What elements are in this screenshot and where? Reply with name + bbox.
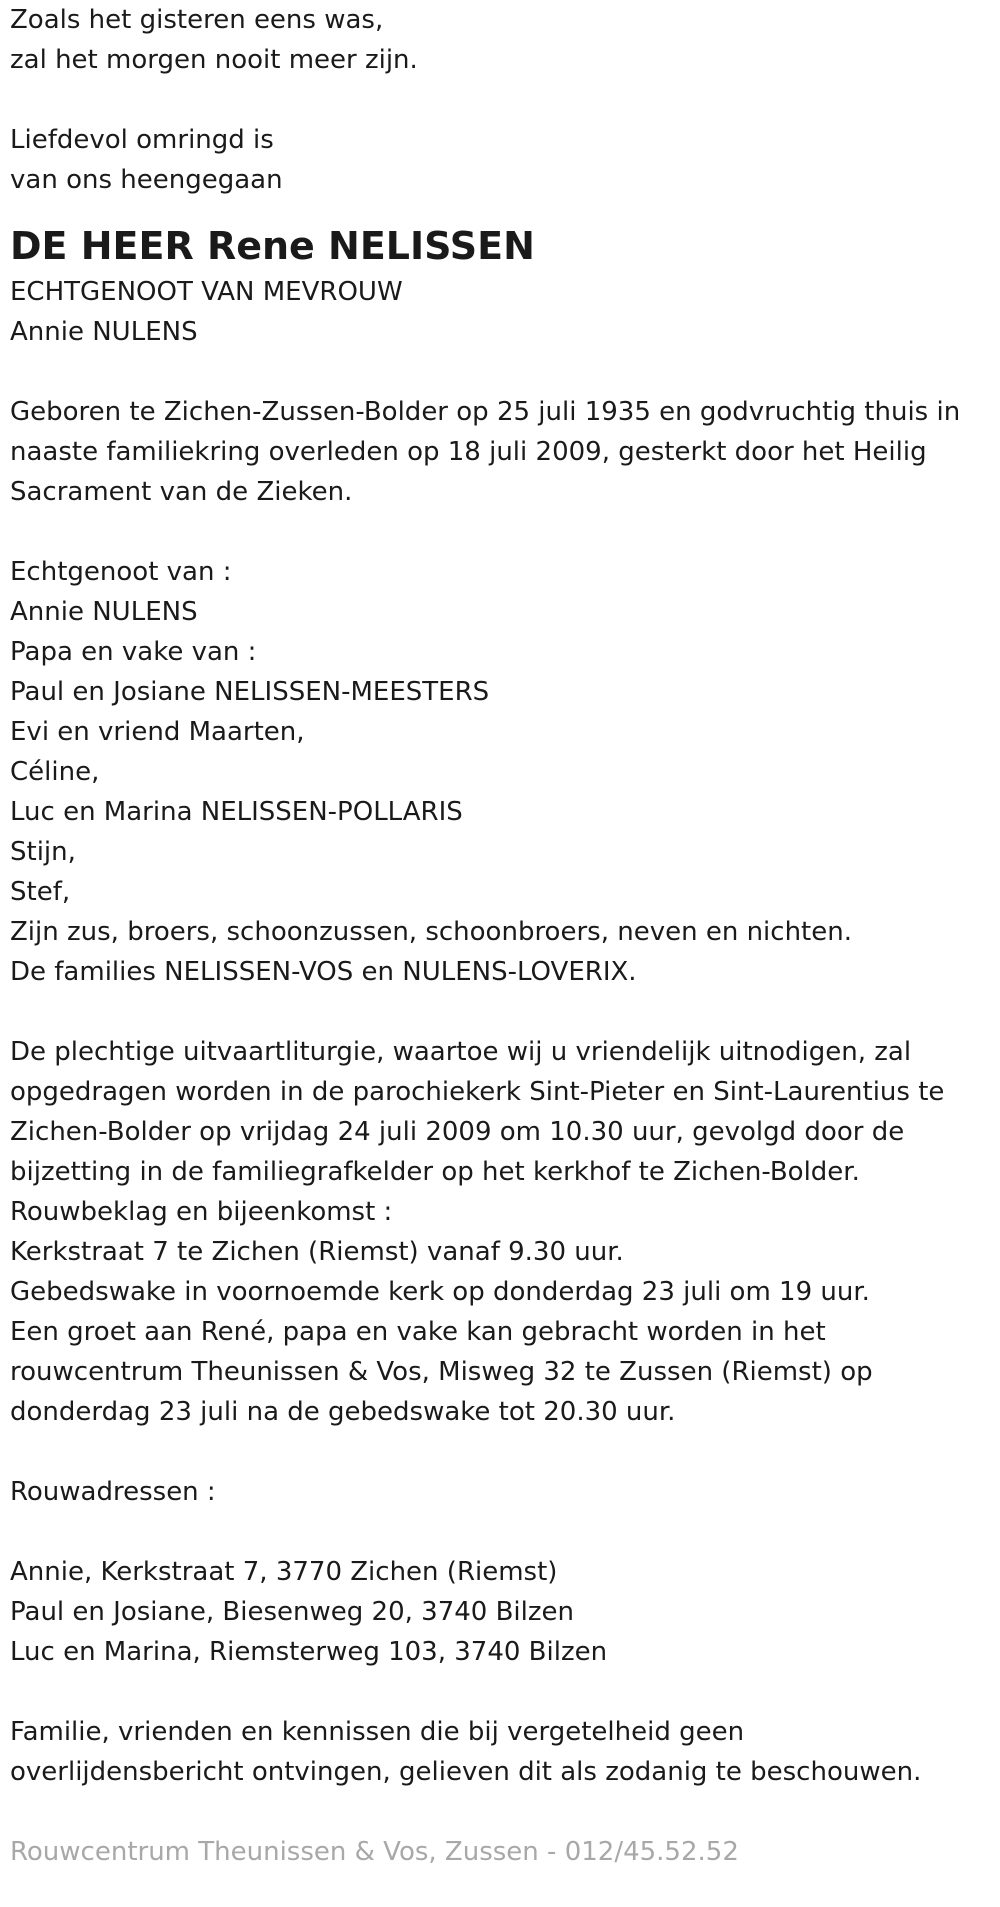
birth-death-line: Sacrament van de Zieken.: [10, 477, 353, 507]
spacer: [10, 1792, 990, 1832]
spacer: [10, 992, 990, 1032]
spouse-info: [10, 272, 990, 352]
funeral-line: donderdag 23 juli na de gebedswake tot 20.30 uur.: [10, 1397, 676, 1427]
obituary-document: [10, 0, 990, 1872]
family-line: Paul en Josiane NELISSEN-MEESTERS: [10, 677, 490, 707]
birth-death-paragraph: [10, 392, 990, 512]
mourning-addresses: [10, 1472, 990, 1672]
funeral-line: Kerkstraat 7 te Zichen (Riemst) vanaf 9.30 uur.: [10, 1237, 624, 1267]
funeral-line: De plechtige uitvaartliturgie, waartoe wij u vriendelijk uitnodigen, zal: [10, 1037, 912, 1067]
funeral-line: Zichen-Bolder op vrijdag 24 juli 2009 om 10.30 uur, gevolgd door de: [10, 1117, 905, 1147]
family-line: Zijn zus, broers, schoonzussen, schoonbroers, neven en nichten.: [10, 917, 852, 947]
birth-death-line: naaste familiekring overleden op 18 juli 2009, gesterkt door het Heilig: [10, 437, 927, 467]
notice-line: overlijdensbericht ontvingen, gelieven dit als zodanig te beschouwen.: [10, 1757, 922, 1787]
spacer: [10, 512, 990, 552]
spacer: [10, 1672, 990, 1712]
spacer: [10, 80, 990, 120]
family-line: Luc en Marina NELISSEN-POLLARIS: [10, 797, 463, 827]
deceased-name: DE HEER Rene NELISSEN: [10, 224, 535, 268]
address-line: Paul en Josiane, Biesenweg 20, 3740 Bilzen: [10, 1597, 574, 1627]
spouse-line: ECHTGENOOT VAN MEVROUW: [10, 277, 403, 307]
family-line: Echtgenoot van :: [10, 557, 232, 587]
intro-verse: [10, 0, 990, 80]
address-line: Luc en Marina, Riemsterweg 103, 3740 Bilzen: [10, 1637, 608, 1667]
funeral-line: rouwcentrum Theunissen & Vos, Misweg 32 te Zussen (Riemst) op: [10, 1357, 873, 1387]
announcement-line: van ons heengegaan: [10, 165, 283, 195]
family-line: Annie NULENS: [10, 597, 198, 627]
notice-paragraph: [10, 1712, 990, 1792]
family-list: [10, 552, 990, 992]
family-line: Céline,: [10, 757, 100, 787]
notice-line: Familie, vrienden en kennissen die bij vergetelheid geen: [10, 1717, 745, 1747]
funeral-line: opgedragen worden in de parochiekerk Sint-Pieter en Sint-Laurentius te: [10, 1077, 945, 1107]
funeral-home-footer: Rouwcentrum Theunissen & Vos, Zussen - 012/45.52.52: [10, 1837, 739, 1867]
funeral-line: Gebedswake in voornoemde kerk op donderdag 23 juli om 19 uur.: [10, 1277, 870, 1307]
funeral-line: Een groet aan René, papa en vake kan gebracht worden in het: [10, 1317, 826, 1347]
family-line: Papa en vake van :: [10, 637, 257, 667]
family-line: Stef,: [10, 877, 71, 907]
family-line: Stijn,: [10, 837, 76, 867]
address-line: Annie, Kerkstraat 7, 3770 Zichen (Riemst): [10, 1557, 558, 1587]
spacer: [10, 352, 990, 392]
intro-line: Zoals het gisteren eens was,: [10, 5, 384, 35]
funeral-line: bijzetting in de familiegrafkelder op het kerkhof te Zichen-Bolder.: [10, 1157, 860, 1187]
spacer: [10, 1432, 990, 1472]
announcement-line: Liefdevol omringd is: [10, 125, 274, 155]
intro-line: zal het morgen nooit meer zijn.: [10, 45, 418, 75]
family-line: Evi en vriend Maarten,: [10, 717, 305, 747]
announcement: [10, 120, 990, 200]
spouse-line: Annie NULENS: [10, 317, 198, 347]
family-line: De families NELISSEN-VOS en NULENS-LOVERIX.: [10, 957, 637, 987]
addresses-heading: Rouwadressen :: [10, 1477, 216, 1507]
funeral-details: [10, 1032, 990, 1432]
spacer: [10, 1512, 990, 1552]
birth-death-line: Geboren te Zichen-Zussen-Bolder op 25 juli 1935 en godvruchtig thuis in: [10, 397, 961, 427]
funeral-line: Rouwbeklag en bijeenkomst :: [10, 1197, 393, 1227]
